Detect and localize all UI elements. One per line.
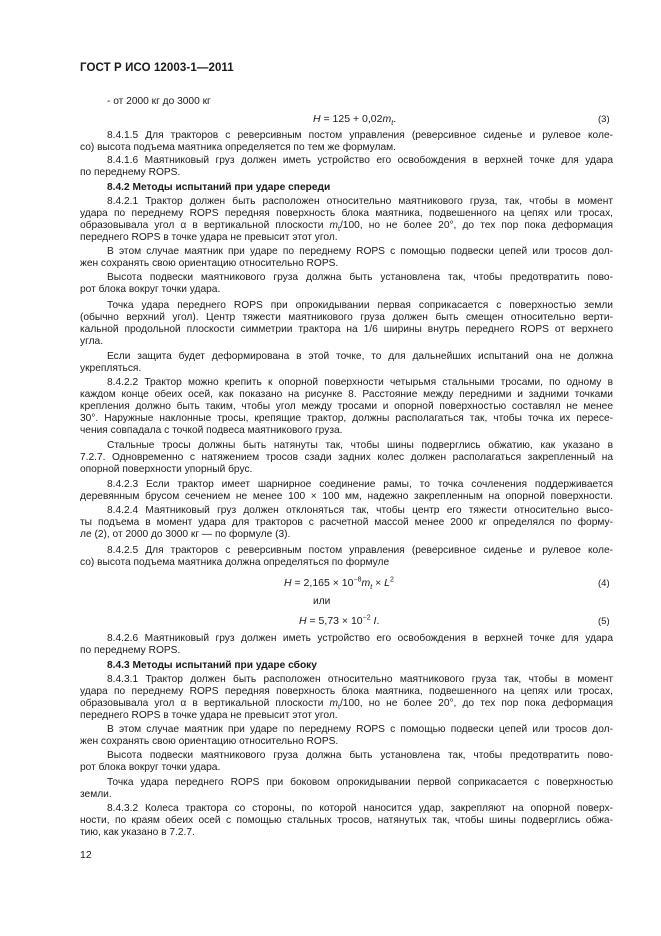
text-line: (обычно верхний угол). Центр тяжести маятникового груза должен быть смещен относительно верти- <box>80 312 613 323</box>
section-heading: 8.4.2 Методы испытаний при ударе спереди <box>107 182 331 193</box>
text-line: переднего ROPS в точке удара не превысит этот угол. <box>80 232 338 243</box>
text-line: - от 2000 кг до 3000 кг <box>107 96 211 107</box>
text-line: со) высота подъема маятника определяется по тем же формулам. <box>80 142 396 153</box>
text-line: ности, по краям обеих осей с помощью стальных тросов, натянутых так, чтобы шины подверглись обжа- <box>80 815 613 826</box>
text-line: Точка удара переднего ROPS при опрокидывании первая соприкасается с поверхностью земли <box>107 300 613 311</box>
formula-5: $H = 5,73 \times 10^{-2}$ I. <box>299 614 380 627</box>
text-line: 7.2.7. Одновременно с натяжением тросов сзади задних колес должен располагаться закрепленный на <box>80 452 613 463</box>
text-line: В этом случае маятник при ударе по переднему ROPS с помощью подвески цепей или тросов дол- <box>107 724 613 735</box>
text-line: Точка удара переднего ROPS при боковом опрокидывании первой соприкасается с поверхностью <box>107 777 613 788</box>
equation-number: (4) <box>598 578 610 589</box>
text-line: ты подъема в момент удара для тракторов с расчетной массой менее 2000 кг определялся по форму- <box>80 517 613 528</box>
text-line: 8.4.3.1 Трактор должен быть расположен относительно маятникового груза так, чтобы в момент <box>107 674 613 685</box>
text-line: 8.4.1.6 Маятниковый груз должен иметь устройство его освобождения в верхней точке для удара <box>107 155 613 166</box>
text-line: образовывала угол α в вертикальной плоскости $m_t/100$, но не более 20°, до тех пор пока деформация <box>80 698 613 712</box>
text-line: угла. <box>80 336 104 347</box>
connector-word: или <box>313 596 331 607</box>
text-line: 8.4.2.5 Для тракторов с реверсивным постом управления (реверсивное сиденье и рулевое коле- <box>107 545 613 556</box>
text-line: удара по переднему ROPS передняя поверхность блока маятника, подвешенного на цепях или тросах, <box>80 686 613 697</box>
text-line: рот блока вокруг точки удара. <box>80 762 221 773</box>
section-heading: 8.4.3 Методы испытаний при ударе сбоку <box>107 660 317 671</box>
text-line: В этом случае маятник при ударе по переднему ROPS с помощью подвески цепей или тросов дол- <box>107 246 613 257</box>
text-line: образовывала угол α в вертикальной плоскости $m_t/100$, но не более 20°, до тех пор пока деформация <box>80 220 613 234</box>
text-line: жен сохранять свою ориентацию относительно ROPS. <box>80 736 339 747</box>
text-line: чения совпадала с точкой подвеса маятникового груза. <box>80 425 343 436</box>
text-line: по переднему ROPS. <box>80 167 181 178</box>
text-line: 8.4.2.2 Трактор можно крепить к опорной поверхности четырьмя стальными тросами, по одному в <box>107 377 613 388</box>
text-line: со) высота подъема маятника должна определяться по формуле <box>80 557 390 568</box>
text-line: опорной поверхности упорный брус. <box>80 464 253 475</box>
text-line: переднего ROPS в точке удара не превысит этот угол. <box>80 710 338 721</box>
text-line: 8.4.2.3 Если трактор имеет шарнирное соединение рамы, то точка сочленения поддерживается <box>107 479 613 490</box>
text-line: по переднему ROPS. <box>80 645 181 656</box>
text-line: ле (2), от 2000 до 3000 кг — по формуле (3). <box>80 529 291 540</box>
formula-3: $H = 125 + 0,02m_t$. <box>313 113 397 128</box>
equation-number: (5) <box>598 616 610 627</box>
page-number: 12 <box>80 849 92 861</box>
text-line: рот блока вокруг точки удара. <box>80 284 221 295</box>
text-line: жен сохранять свою ориентацию относительно ROPS. <box>80 258 339 269</box>
text-line: каждом конце обеих осей, как показано на рисунке 8. Расстояние между передними и задними точками <box>80 389 613 400</box>
text-line: 8.4.2.4 Маятниковый груз должен отклоняться так, чтобы центр его тяжести относительно высо- <box>107 505 613 516</box>
text-line: земли. <box>80 789 112 800</box>
text-line: 8.4.1.5 Для тракторов с реверсивным постом управления (реверсивное сиденье и рулевое коле- <box>107 130 613 141</box>
text-line: Стальные тросы должны быть натянуты так, чтобы шины подверглись обжатию, как указано в <box>107 440 613 451</box>
text-line: кальной продольной плоскости симметрии трактора на 1/6 ширины внутрь переднего ROPS от верхнего <box>80 324 613 335</box>
formula-4: $H = 2,165 \times 10^{-8}m_t \times L^2$ <box>284 576 394 592</box>
text-line: Высота подвески маятникового груза должна быть установлена так, чтобы предотвратить пово- <box>107 272 613 283</box>
text-line: тию, как указано в 7.2.7. <box>80 827 195 838</box>
text-line: 30°. Наружные наклонные тросы, крепящие трактор, должны располагаться так, чтобы точка их пересе- <box>80 413 613 424</box>
text-line: 8.4.3.2 Колеса трактора со стороны, по которой наносится удар, закрепляют на опорной поверх- <box>107 803 613 814</box>
text-line: 8.4.2.1 Трактор должен быть расположен относительно маятникового груза, так, чтобы в момент <box>107 196 613 207</box>
text-line: 8.4.2.6 Маятниковый груз должен иметь устройство его освобождения в верхней точке для удара <box>107 633 613 644</box>
text-line: укрепляться. <box>80 363 142 374</box>
equation-number: (3) <box>598 114 610 125</box>
document-header: ГОСТ Р ИСО 12003-1—2011 <box>80 62 234 74</box>
text-line: удара по переднему ROPS передняя поверхность блока маятника, подвешенного на цепях или тросах, <box>80 208 613 219</box>
text-line: крепления должно быть таким, чтобы угол между тросами и опорной поверхностью составлял не менее <box>80 401 613 412</box>
text-line: деревянным брусом сечением не менее 100 × 100 мм, надежно закрепленным на опорной поверхности. <box>80 491 613 502</box>
text-line: Высота подвески маятникового груза должна быть установлена так, чтобы предотвратить пово- <box>107 750 613 761</box>
text-line: Если защита будет деформирована в этой точке, то для дальнейших испытаний она не должна <box>107 351 613 362</box>
